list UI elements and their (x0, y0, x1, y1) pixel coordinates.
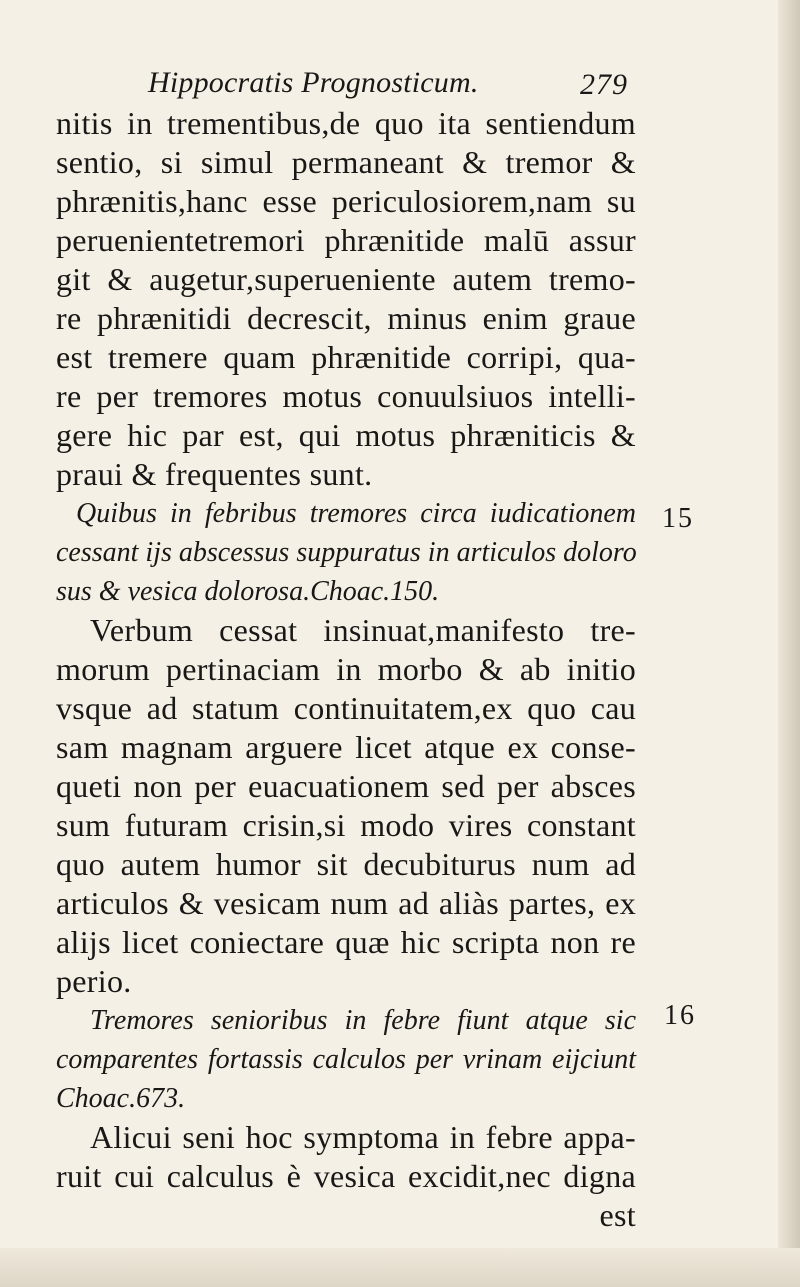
text-line: perio. (56, 963, 132, 999)
text-line: praui & frequentes sunt. (56, 456, 373, 492)
page-header (148, 66, 628, 106)
aphorism-line: Choac.673. (56, 1083, 186, 1114)
main-text (56, 104, 636, 1235)
text-line: quo autem humor sit decubiturus num ad (56, 846, 636, 882)
aphorism-line: Tremores senioribus in febre fiunt atque sic (90, 1005, 636, 1036)
aphorism-line: sus & vesica dolorosa.Choac.150. (56, 576, 440, 607)
aphorism-line: Quibus in febribus tremores circa iudicationem (76, 498, 636, 529)
text-line: articulos & vesicam num ad aliàs partes, ex (56, 885, 636, 921)
aphorism-line: comparentes fortassis calculos per vrinam eijciunt (56, 1044, 636, 1075)
aphorism-line: cessant ijs abscessus suppuratus in articulos doloro (56, 537, 637, 568)
text-line: nitis in trementibus,de quo ita sentiendum (56, 105, 636, 141)
page-number: 279 (580, 68, 628, 101)
text-line: re per tremores motus conuulsiuos intelli- (56, 378, 636, 414)
text-line: peruenientetremori phrænitide malū assur (56, 222, 636, 258)
text-line: est tremere quam phrænitide corripi, qua- (56, 339, 636, 375)
text-line: git & augetur,superueniente autem tremo- (56, 261, 636, 297)
margin-number-16: 16 (664, 1000, 696, 1031)
text-line: ruit cui calculus è vesica excidit,nec digna (56, 1158, 636, 1194)
text-line: sum futuram crisin,si modo vires constant (56, 807, 636, 843)
page-edge-shadow (778, 0, 800, 1287)
margin-number-15: 15 (662, 503, 694, 534)
text-line: gere hic par est, qui motus phræniticis & (56, 417, 636, 453)
text-line: Verbum cessat insinuat,manifesto tre- (90, 612, 636, 648)
text-line: sam magnam arguere licet atque ex conse- (56, 729, 636, 765)
text-line: sentio, si simul permaneant & tremor & (56, 144, 636, 180)
text-line: vsque ad statum continuitatem,ex quo cau (56, 690, 636, 726)
text-line: phrænitis,hanc esse periculosiorem,nam su (56, 183, 636, 219)
text-line: alijs licet coniectare quæ hic scripta non re (56, 924, 636, 960)
text-line: queti non per euacuationem sed per absces (56, 768, 636, 804)
page-bottom-shadow (0, 1248, 800, 1287)
catchword: est (599, 1197, 636, 1233)
text-line: re phrænitidi decrescit, minus enim graue (56, 300, 636, 336)
text-line: Alicui seni hoc symptoma in febre appa- (90, 1119, 636, 1155)
running-head: Hippocratis Prognosticum. (148, 66, 479, 99)
text-line: morum pertinaciam in morbo & ab initio (56, 651, 636, 687)
